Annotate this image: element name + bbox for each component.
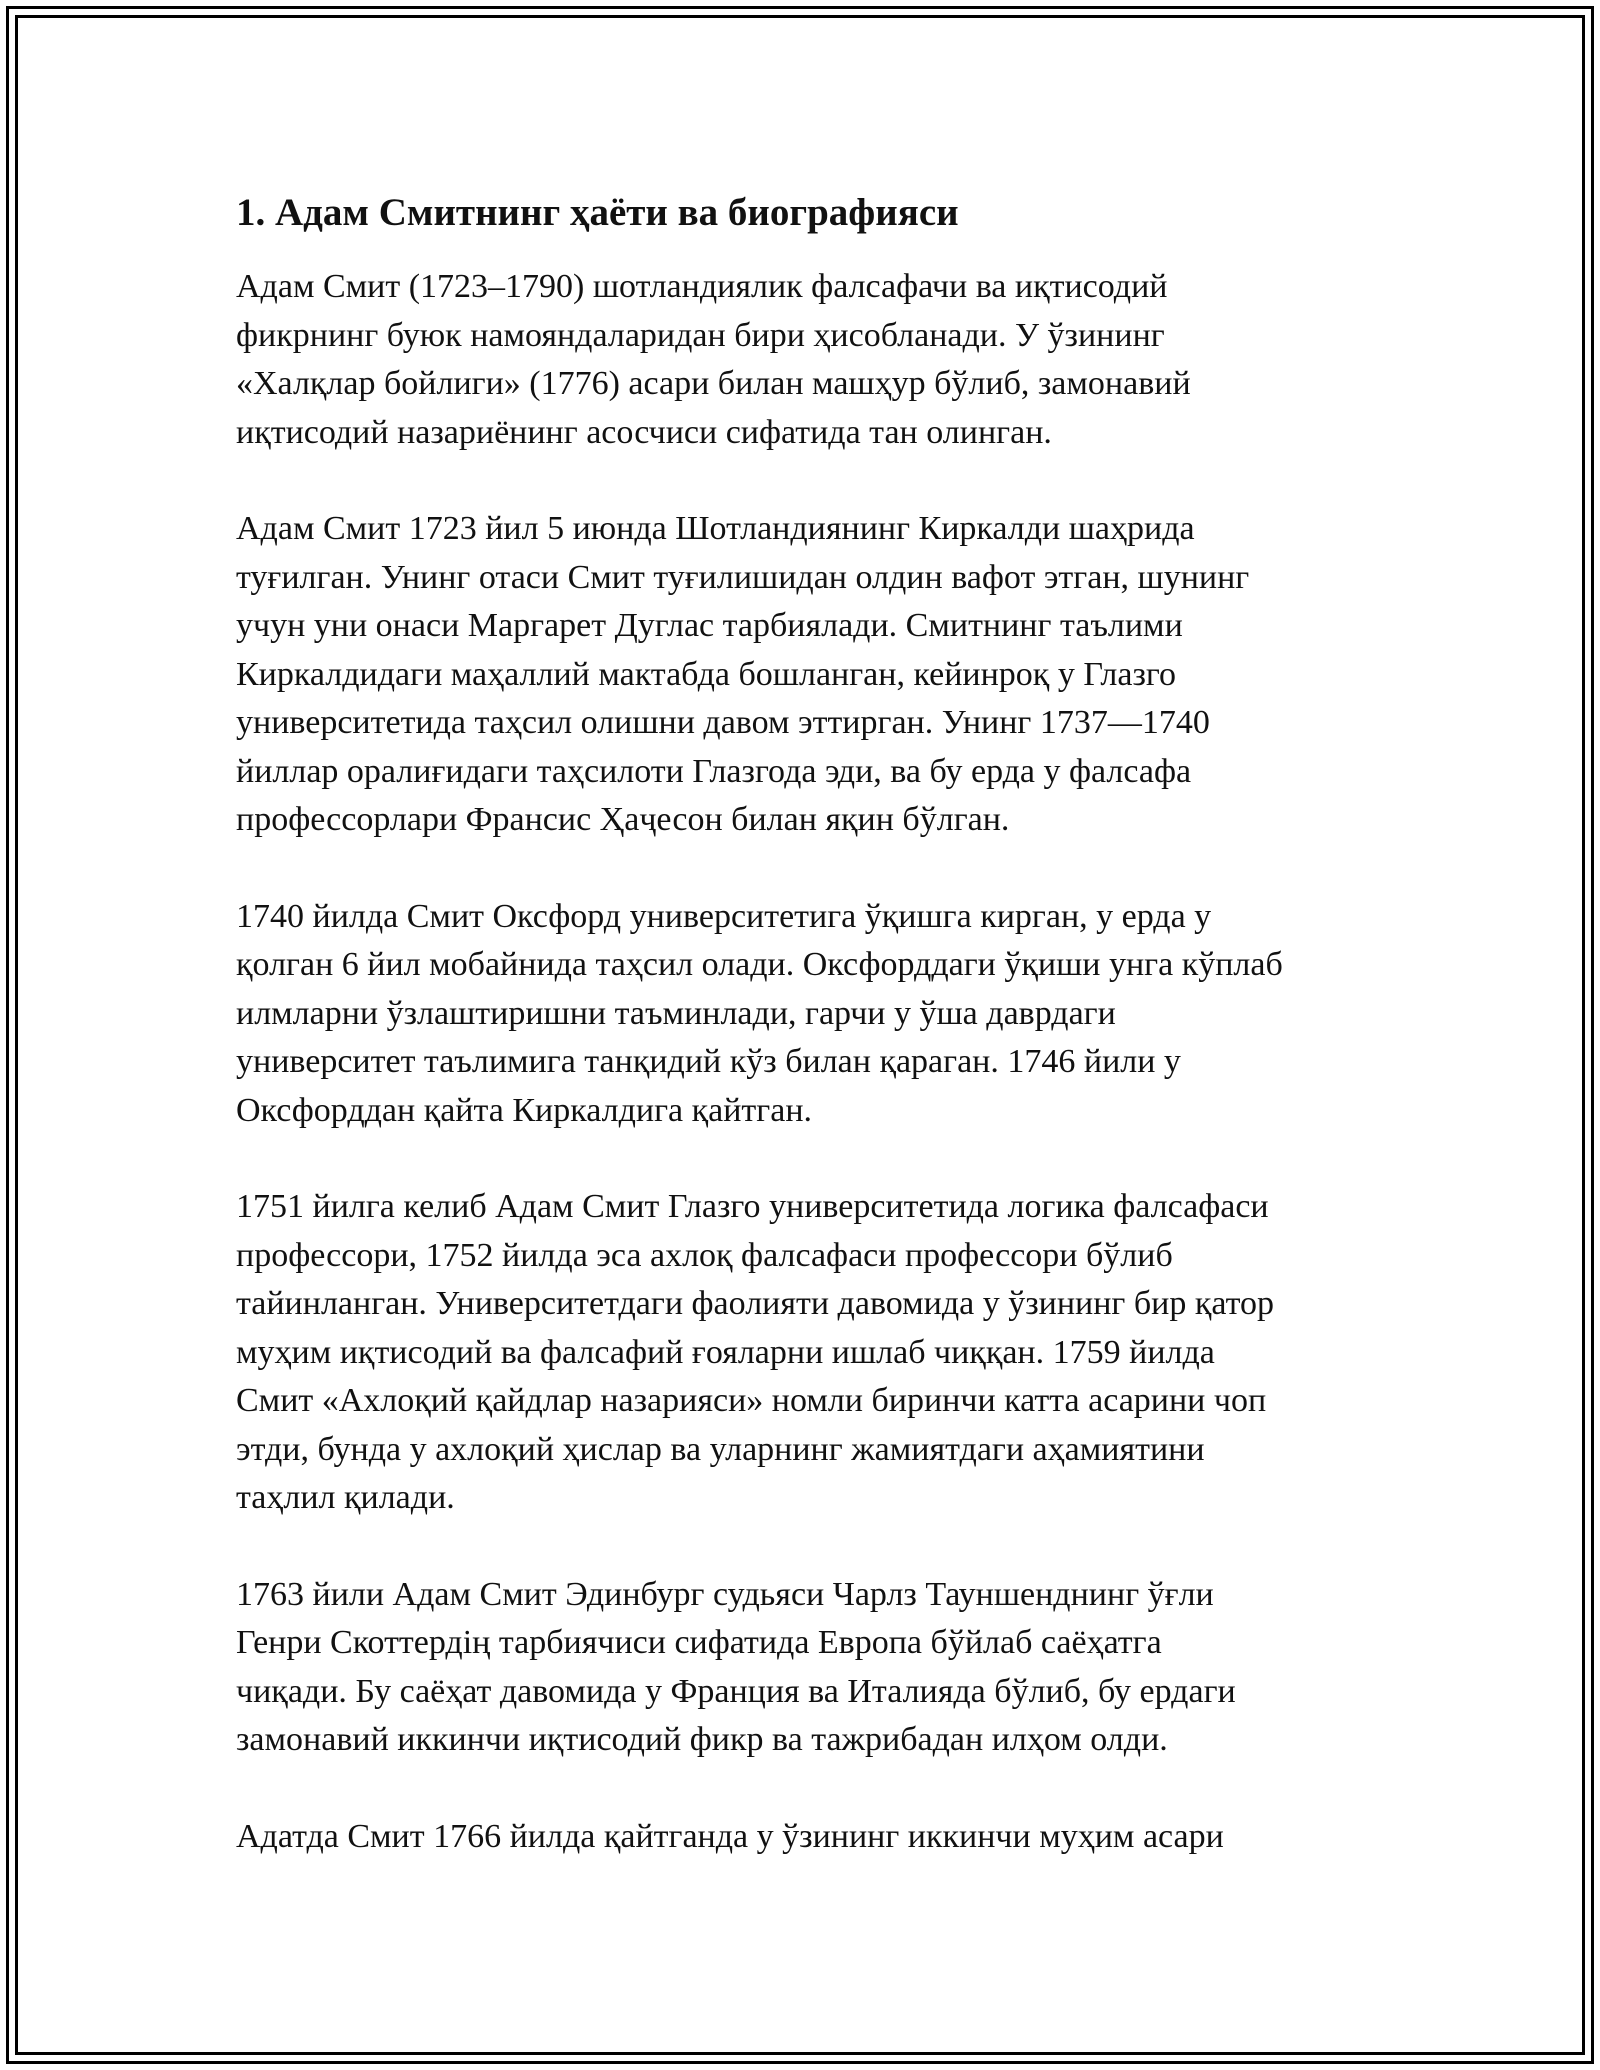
paragraph-return [236, 1813, 1386, 1862]
text-line: 1751 йилга келиб Адам Смит Глазго университетида логика фалсафаси [236, 1188, 1269, 1225]
text-line: фикрнинг буюк намояндаларидан бири ҳисобланади. У ўзининг [236, 316, 1165, 354]
text-line: «Халқлар бойлиги» (1776) асари билан машҳур бўлиб, замонавий [236, 365, 1191, 402]
paragraph-oxford [236, 893, 1386, 1136]
text-line: университет таълимига танқидий кўз билан қараган. 1746 йили у [236, 1043, 1181, 1080]
text-line: тайинланган. Университетдаги фаолияти давомида у ўзининг бир қатор [236, 1285, 1275, 1322]
paragraph-intro [236, 263, 1386, 457]
paragraph-early-life [236, 505, 1386, 845]
text-line: университетида таҳсил олишни давом эттирган. Унинг 1737—1740 [236, 704, 1210, 741]
text-line: муҳим иқтисодий ва фалсафий ғояларни ишлаб чиққан. 1759 йилда [236, 1333, 1215, 1371]
paragraph-glasgow-professor [236, 1183, 1386, 1523]
text-line: йиллар оралиғидаги таҳсилоти Глазгода эди, ва бу ерда у фалсафа [236, 752, 1192, 790]
text-line: учун уни онаси Маргарет Дуглас тарбиялади. Смитнинг таълими [236, 607, 1183, 644]
text-line: Адатда Смит 1766 йилда қайтганда у ўзининг иккинчи муҳим асари [236, 1817, 1224, 1855]
text-line: илмларни ўзлаштиришни таъминлади, гарчи у ўша даврдаги [236, 994, 1116, 1032]
paragraph-europe-travel [236, 1571, 1386, 1765]
text-line: Адам Смит (1723–1790) шотландиялик фалсафачи ва иқтисодий [236, 268, 1168, 305]
text-line: замонавий иккинчи иқтисодий фикр ва тажрибадан илҳом олди. [236, 1721, 1168, 1758]
text-line: туғилган. Унинг отаси Смит туғилишидан олдин вафот этган, шунинг [236, 558, 1250, 596]
document-body [236, 183, 1386, 1909]
text-line: 1740 йилда Смит Оксфорд университетига ўқишга кирган, у ерда у [236, 897, 1212, 935]
text-line: қолган 6 йил мобайнида таҳсил олади. Оксфорддаги ўқиши унга кўплаб [236, 946, 1283, 983]
text-line: Адам Смит 1723 йил 5 июнда Шотландиянинг Киркалди шаҳрида [236, 510, 1195, 547]
text-line: Генри Скоттердің тарбиячиси сифатида Европа бўйлаб саёҳатга [236, 1624, 1162, 1661]
section-heading: 1. Адам Смитнинг ҳаёти ва биографияси [236, 191, 959, 234]
text-line: чиқади. Бу саёҳат давомида у Франция ва Италияда бўлиб, бу ердаги [236, 1672, 1236, 1710]
text-line: Смит «Ахлоқий қайдлар назарияси» номли биринчи катта асарини чоп [236, 1382, 1267, 1419]
text-line: 1763 йили Адам Смит Эдинбург судьяси Чарлз Тауншенднинг ўғли [236, 1575, 1214, 1613]
text-line: Киркалдидаги маҳаллий мактабда бошланган, кейинроқ у Глазго [236, 655, 1177, 693]
text-line: Оксфорддан қайта Киркалдига қайтган. [236, 1091, 813, 1129]
text-line: этди, бунда у ахлоқий ҳислар ва уларнинг жамиятдаги аҳамиятини [236, 1430, 1205, 1468]
text-line: профессори, 1752 йилда эса ахлоқ фалсафаси профессори бўлиб [236, 1236, 1173, 1274]
text-line: иқтисодий назариёнинг асосчиси сифатида тан олинган. [236, 413, 1052, 451]
text-line: таҳлил қилади. [236, 1479, 455, 1516]
text-line: профессорлари Франсис Ҳаҷесон билан яқин бўлган. [236, 801, 1010, 838]
